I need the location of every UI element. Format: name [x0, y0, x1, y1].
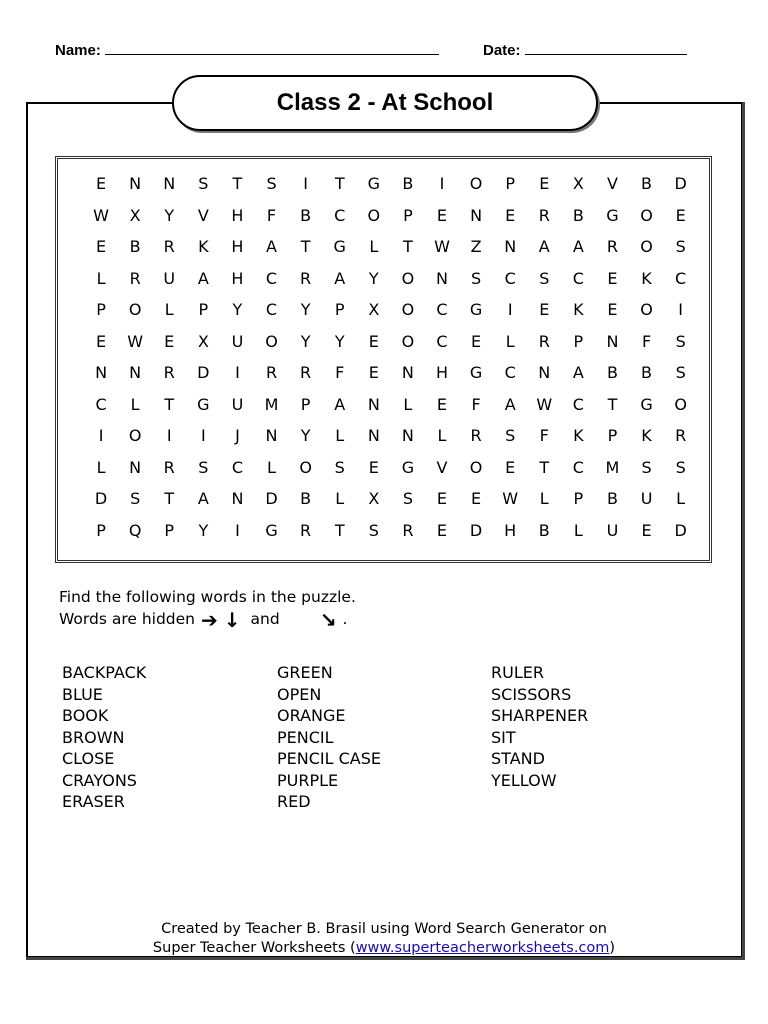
grid-letter[interactable]: R: [300, 363, 312, 382]
grid-letter[interactable]: K: [198, 237, 209, 256]
grid-letter[interactable]: A: [197, 489, 209, 508]
grid-row: [84, 424, 698, 456]
grid-row: [84, 393, 698, 425]
grid-letter[interactable]: Y: [300, 300, 311, 319]
footer-link[interactable]: www.superteacherworksheets.com: [355, 940, 610, 956]
date-blank-line[interactable]: [525, 40, 687, 55]
grid-letter[interactable]: K: [573, 426, 584, 445]
grid-letter[interactable]: L: [335, 426, 345, 445]
word-list-item: BROWN: [62, 727, 125, 747]
grid-row: [84, 267, 698, 299]
word-list-column-3: [491, 662, 588, 791]
grid-letter[interactable]: T: [232, 174, 243, 193]
grid-letter[interactable]: V: [197, 205, 209, 225]
grid-letter[interactable]: S: [675, 237, 686, 256]
grid-letter[interactable]: F: [335, 363, 345, 382]
grid-letter[interactable]: R: [538, 331, 550, 351]
page-title: Class 2 - At School: [276, 89, 494, 116]
grid-letter[interactable]: S: [402, 489, 413, 508]
grid-letter[interactable]: R: [675, 426, 687, 445]
grid-letter[interactable]: E: [436, 394, 448, 414]
grid-letter[interactable]: I: [200, 426, 206, 445]
grid-letter[interactable]: K: [641, 426, 652, 445]
grid-letter[interactable]: U: [640, 489, 653, 508]
grid-letter[interactable]: H: [435, 363, 448, 382]
grid-letter[interactable]: D: [674, 174, 687, 193]
grid-letter[interactable]: X: [572, 174, 584, 193]
grid-row: [84, 330, 698, 362]
grid-letter[interactable]: C: [265, 268, 278, 288]
grid-letter[interactable]: E: [368, 331, 379, 351]
grid-letter[interactable]: N: [129, 363, 142, 382]
grid-letter[interactable]: X: [368, 300, 380, 319]
grid-letter[interactable]: I: [235, 520, 240, 540]
instruction-line-2: [59, 608, 356, 631]
grid-letter[interactable]: A: [538, 237, 550, 256]
grid-letter[interactable]: G: [367, 174, 380, 193]
grid-letter[interactable]: S: [334, 457, 345, 477]
word-list-item: BOOK: [62, 706, 109, 725]
grid-letter[interactable]: D: [469, 520, 483, 540]
grid-letter[interactable]: T: [334, 520, 345, 540]
grid-letter[interactable]: Y: [232, 300, 243, 319]
grid-letter[interactable]: G: [640, 394, 653, 414]
grid-letter[interactable]: D: [197, 363, 210, 382]
grid-letter[interactable]: B: [606, 363, 618, 382]
grid-letter[interactable]: N: [163, 174, 176, 193]
grid-letter[interactable]: E: [607, 268, 618, 288]
grid-letter[interactable]: V: [606, 174, 618, 193]
footer-line-2-suffix: ): [609, 940, 616, 956]
grid-letter[interactable]: S: [675, 457, 686, 477]
grid-letter[interactable]: O: [401, 268, 415, 288]
grid-row: [84, 519, 698, 551]
grid-letter[interactable]: R: [470, 426, 482, 445]
grid-letter[interactable]: N: [436, 268, 448, 288]
grid-letter[interactable]: I: [98, 426, 104, 445]
grid-letter[interactable]: H: [231, 268, 244, 288]
arrow-down-right-icon: ↘: [319, 607, 337, 632]
grid-letter[interactable]: P: [607, 426, 618, 445]
grid-letter[interactable]: X: [129, 205, 141, 225]
grid-letter[interactable]: O: [265, 331, 278, 351]
grid-letter[interactable]: S: [266, 174, 277, 193]
grid-letter[interactable]: A: [572, 363, 584, 382]
grid-letter[interactable]: E: [471, 331, 482, 351]
grid-letter[interactable]: E: [368, 457, 379, 477]
grid-letter[interactable]: P: [96, 300, 106, 319]
arrow-down-icon: ↓: [223, 607, 241, 632]
grid-letter[interactable]: O: [640, 300, 653, 319]
grid-letter[interactable]: O: [299, 457, 312, 477]
grid-letter[interactable]: Y: [368, 268, 379, 288]
grid-letter[interactable]: S: [505, 426, 516, 445]
name-blank-line[interactable]: [105, 40, 439, 55]
word-list-item: GREEN: [277, 663, 333, 682]
grid-row: [84, 361, 698, 393]
grid-letter[interactable]: R: [300, 268, 312, 288]
grid-letter[interactable]: Q: [128, 520, 142, 540]
word-list-item: BACKPACK: [62, 663, 147, 682]
word-list-item: ERASER: [62, 792, 125, 811]
word-list-item: SIT: [491, 727, 516, 747]
grid-letter[interactable]: O: [674, 394, 687, 414]
date-field: [483, 40, 687, 59]
grid-letter[interactable]: L: [437, 426, 447, 445]
grid-letter[interactable]: E: [368, 363, 379, 382]
grid-letter[interactable]: L: [335, 489, 345, 508]
grid-letter[interactable]: G: [606, 205, 619, 225]
grid-letter[interactable]: G: [469, 363, 483, 382]
grid-letter[interactable]: L: [573, 520, 583, 540]
grid-letter[interactable]: P: [403, 205, 413, 225]
grid-letter[interactable]: F: [641, 331, 652, 351]
grid-letter[interactable]: N: [265, 426, 278, 445]
grid-letter[interactable]: N: [367, 394, 380, 414]
grid-letter[interactable]: Y: [334, 331, 345, 351]
grid-letter[interactable]: U: [231, 331, 244, 351]
word-list-item: RULER: [491, 663, 544, 682]
name-field: [55, 40, 439, 59]
grid-letter[interactable]: W: [93, 205, 109, 225]
grid-letter[interactable]: X: [368, 489, 380, 508]
grid-letter[interactable]: I: [166, 426, 172, 445]
instruction-line-1: Find the following words in the puzzle.: [59, 588, 356, 606]
grid-letter[interactable]: N: [231, 489, 244, 508]
grid-letter[interactable]: L: [96, 268, 106, 288]
grid-letter[interactable]: F: [539, 426, 549, 445]
grid-letter[interactable]: R: [163, 237, 175, 256]
grid-letter[interactable]: I: [507, 300, 513, 319]
word-list-item: YELLOW: [491, 770, 557, 790]
grid-letter[interactable]: C: [231, 457, 243, 477]
grid-letter[interactable]: I: [303, 174, 308, 193]
grid-letter[interactable]: L: [164, 300, 174, 319]
grid-letter[interactable]: B: [606, 489, 618, 508]
grid-letter[interactable]: L: [369, 237, 379, 256]
grid-letter[interactable]: T: [539, 457, 550, 477]
grid-row: [84, 172, 698, 204]
grid-letter[interactable]: S: [641, 457, 652, 477]
grid-letter[interactable]: D: [674, 520, 687, 540]
grid-letter[interactable]: E: [95, 331, 107, 351]
grid-letter[interactable]: A: [334, 268, 346, 288]
grid-letter[interactable]: G: [333, 237, 346, 256]
grid-letter[interactable]: E: [471, 489, 482, 508]
grid-letter[interactable]: T: [334, 174, 345, 193]
grid-letter[interactable]: E: [436, 205, 448, 225]
arrow-right-icon: ➔: [201, 607, 218, 632]
and-word: and: [250, 610, 280, 628]
word-list-column-1: [62, 662, 146, 813]
grid-letter[interactable]: W: [127, 331, 144, 351]
grid-letter[interactable]: Y: [300, 426, 311, 445]
grid-letter[interactable]: N: [401, 426, 414, 445]
grid-letter[interactable]: N: [129, 174, 142, 193]
grid-letter[interactable]: C: [572, 268, 584, 288]
grid-letter[interactable]: O: [469, 174, 483, 193]
grid-letter[interactable]: I: [678, 300, 683, 319]
grid-letter[interactable]: O: [401, 300, 415, 319]
grid-row: [84, 235, 698, 267]
grid-letter[interactable]: S: [471, 268, 482, 288]
grid-letter[interactable]: W: [536, 394, 553, 414]
grid-letter[interactable]: C: [436, 300, 448, 319]
grid-letter[interactable]: C: [572, 457, 584, 477]
grid-letter[interactable]: M: [264, 394, 279, 414]
title-banner: [172, 75, 598, 131]
grid-letter[interactable]: B: [300, 205, 312, 225]
word-list-item: PENCIL: [277, 727, 334, 747]
grid-letter[interactable]: E: [539, 300, 550, 319]
grid-letter[interactable]: O: [401, 331, 415, 351]
word-list-item: PURPLE: [277, 770, 339, 790]
grid-letter[interactable]: H: [231, 205, 244, 225]
grid-letter[interactable]: A: [266, 237, 277, 256]
grid-letter[interactable]: T: [403, 237, 413, 256]
grid-row: [84, 204, 698, 236]
grid-letter[interactable]: L: [96, 457, 106, 477]
word-list-column-2: [277, 662, 381, 813]
grid-letter[interactable]: E: [505, 205, 516, 225]
grid-letter[interactable]: U: [231, 394, 244, 414]
grid-letter[interactable]: O: [640, 237, 653, 256]
grid-letter[interactable]: R: [538, 205, 550, 225]
instruction-period: .: [342, 610, 348, 628]
grid-letter[interactable]: N: [606, 331, 619, 351]
grid-letter[interactable]: E: [539, 174, 550, 193]
grid-letter[interactable]: I: [439, 174, 445, 193]
footer-line-1: Created by Teacher B. Brasil using Word Search Generator on: [161, 921, 607, 937]
instruction-line-2-text: Words are hidden: [59, 610, 196, 628]
grid-letter[interactable]: L: [539, 489, 549, 508]
grid-letter[interactable]: B: [129, 237, 141, 256]
grid-letter[interactable]: N: [401, 363, 414, 382]
grid-row: [84, 298, 698, 330]
grid-letter[interactable]: T: [164, 489, 175, 508]
grid-letter[interactable]: P: [573, 331, 584, 351]
grid-letter[interactable]: C: [436, 331, 448, 351]
grid-letter[interactable]: R: [163, 363, 175, 382]
footer-line-2: [0, 939, 768, 958]
grid-letter[interactable]: O: [367, 205, 381, 225]
grid-letter[interactable]: B: [300, 489, 312, 508]
grid-letter[interactable]: P: [96, 520, 106, 540]
grid-letter[interactable]: T: [164, 394, 175, 414]
grid-letter[interactable]: N: [504, 237, 517, 256]
grid-letter[interactable]: X: [197, 331, 209, 351]
grid-letter[interactable]: L: [130, 394, 140, 414]
grid-letter[interactable]: G: [265, 520, 278, 540]
grid-letter[interactable]: P: [300, 394, 311, 414]
grid-letter[interactable]: O: [469, 457, 483, 477]
word-list-item: CRAYONS: [62, 770, 137, 790]
grid-letter[interactable]: E: [641, 520, 652, 540]
footer-credit: [0, 920, 768, 958]
instructions: [59, 586, 356, 631]
grid-letter[interactable]: B: [402, 174, 414, 193]
grid-letter[interactable]: P: [198, 300, 209, 319]
grid-letter[interactable]: C: [572, 394, 584, 414]
grid-letter[interactable]: E: [164, 331, 175, 351]
grid-letter[interactable]: R: [163, 457, 175, 477]
grid-letter[interactable]: S: [539, 268, 550, 288]
grid-letter[interactable]: N: [367, 426, 380, 445]
grid-letter[interactable]: V: [436, 457, 448, 477]
grid-letter[interactable]: E: [95, 237, 107, 256]
word-list-item: PENCIL CASE: [277, 749, 381, 768]
grid-letter[interactable]: B: [641, 363, 653, 382]
grid-letter[interactable]: W: [434, 237, 450, 256]
grid-letter[interactable]: E: [505, 457, 516, 477]
grid-letter[interactable]: A: [334, 394, 346, 414]
grid-letter[interactable]: Y: [164, 205, 175, 225]
grid-letter[interactable]: S: [198, 174, 209, 193]
frame-shadow-right: [742, 102, 745, 960]
grid-letter[interactable]: I: [235, 363, 240, 382]
grid-letter[interactable]: S: [675, 331, 686, 351]
grid-letter[interactable]: L: [403, 394, 413, 414]
grid-letter[interactable]: D: [94, 489, 108, 508]
grid-letter[interactable]: N: [470, 205, 483, 225]
word-list-item: SCISSORS: [491, 684, 572, 704]
grid-letter[interactable]: E: [436, 489, 448, 508]
grid-letter[interactable]: B: [572, 205, 584, 225]
grid-letter[interactable]: P: [573, 489, 584, 508]
grid-letter[interactable]: E: [95, 174, 107, 193]
grid-letter[interactable]: Z: [470, 237, 482, 256]
word-list-item: STAND: [491, 749, 545, 768]
grid-letter[interactable]: B: [538, 520, 550, 540]
grid-letter[interactable]: D: [265, 489, 278, 508]
grid-letter[interactable]: C: [334, 205, 346, 225]
grid-letter[interactable]: G: [401, 457, 415, 477]
grid-letter[interactable]: S: [368, 520, 379, 540]
footer-line-2-prefix: Super Teacher Worksheets (: [152, 940, 356, 956]
grid-letter[interactable]: R: [300, 520, 312, 540]
grid-letter[interactable]: S: [130, 489, 141, 508]
grid-letter[interactable]: L: [505, 331, 515, 351]
grid-letter[interactable]: H: [231, 237, 244, 256]
grid-letter[interactable]: P: [505, 174, 515, 193]
grid-letter[interactable]: T: [607, 394, 618, 414]
grid-letter[interactable]: P: [164, 520, 175, 540]
grid-letter[interactable]: E: [607, 300, 618, 319]
grid-letter[interactable]: U: [163, 268, 176, 288]
grid-letter[interactable]: O: [640, 205, 653, 225]
grid-letter[interactable]: C: [95, 394, 107, 414]
grid-letter[interactable]: G: [197, 394, 210, 414]
grid-letter[interactable]: L: [267, 457, 276, 477]
grid-letter[interactable]: W: [502, 489, 519, 508]
grid-letter[interactable]: R: [129, 268, 141, 288]
grid-letter[interactable]: E: [436, 520, 448, 540]
grid-row: [84, 456, 698, 488]
grid-letter[interactable]: O: [128, 426, 142, 445]
grid-letter[interactable]: N: [129, 457, 142, 477]
grid-letter[interactable]: G: [469, 300, 483, 319]
grid-letter[interactable]: C: [504, 363, 516, 382]
grid-letter[interactable]: L: [676, 489, 686, 508]
grid-letter[interactable]: Y: [198, 520, 209, 540]
grid-letter[interactable]: P: [334, 300, 345, 319]
name-label: Name:: [55, 42, 101, 59]
grid-letter[interactable]: C: [675, 268, 687, 288]
grid-letter[interactable]: S: [675, 363, 686, 382]
grid-letter[interactable]: J: [235, 426, 240, 445]
grid-letter[interactable]: E: [675, 205, 686, 225]
grid-row: [84, 487, 698, 519]
letter-grid: [84, 172, 698, 550]
grid-letter[interactable]: F: [471, 394, 481, 414]
grid-letter[interactable]: R: [606, 237, 619, 256]
grid-letter[interactable]: N: [538, 363, 551, 382]
grid-letter[interactable]: C: [265, 300, 278, 319]
word-list-item: BLUE: [62, 684, 103, 704]
grid-letter[interactable]: C: [504, 268, 516, 288]
grid-letter[interactable]: H: [504, 520, 517, 540]
word-list-item: RED: [277, 792, 311, 811]
grid-letter[interactable]: N: [95, 363, 108, 382]
grid-letter[interactable]: S: [198, 457, 209, 477]
grid-letter[interactable]: A: [504, 394, 516, 414]
word-list-item: ORANGE: [277, 706, 346, 725]
word-list-item: CLOSE: [62, 749, 115, 768]
grid-letter[interactable]: F: [266, 205, 277, 225]
grid-letter[interactable]: A: [197, 268, 209, 288]
grid-letter[interactable]: T: [300, 237, 311, 256]
grid-letter[interactable]: A: [572, 237, 584, 256]
grid-letter[interactable]: K: [573, 300, 584, 319]
date-label: Date:: [483, 42, 521, 59]
grid-letter[interactable]: R: [402, 520, 414, 540]
grid-letter[interactable]: Y: [300, 331, 311, 351]
grid-letter[interactable]: R: [265, 363, 278, 382]
word-list-item: OPEN: [277, 684, 322, 704]
grid-letter[interactable]: U: [606, 520, 619, 540]
grid-letter[interactable]: B: [641, 174, 653, 193]
grid-letter[interactable]: K: [641, 268, 652, 288]
grid-letter[interactable]: M: [605, 457, 620, 477]
grid-letter[interactable]: O: [128, 300, 142, 319]
word-list-item: SHARPENER: [491, 706, 589, 725]
